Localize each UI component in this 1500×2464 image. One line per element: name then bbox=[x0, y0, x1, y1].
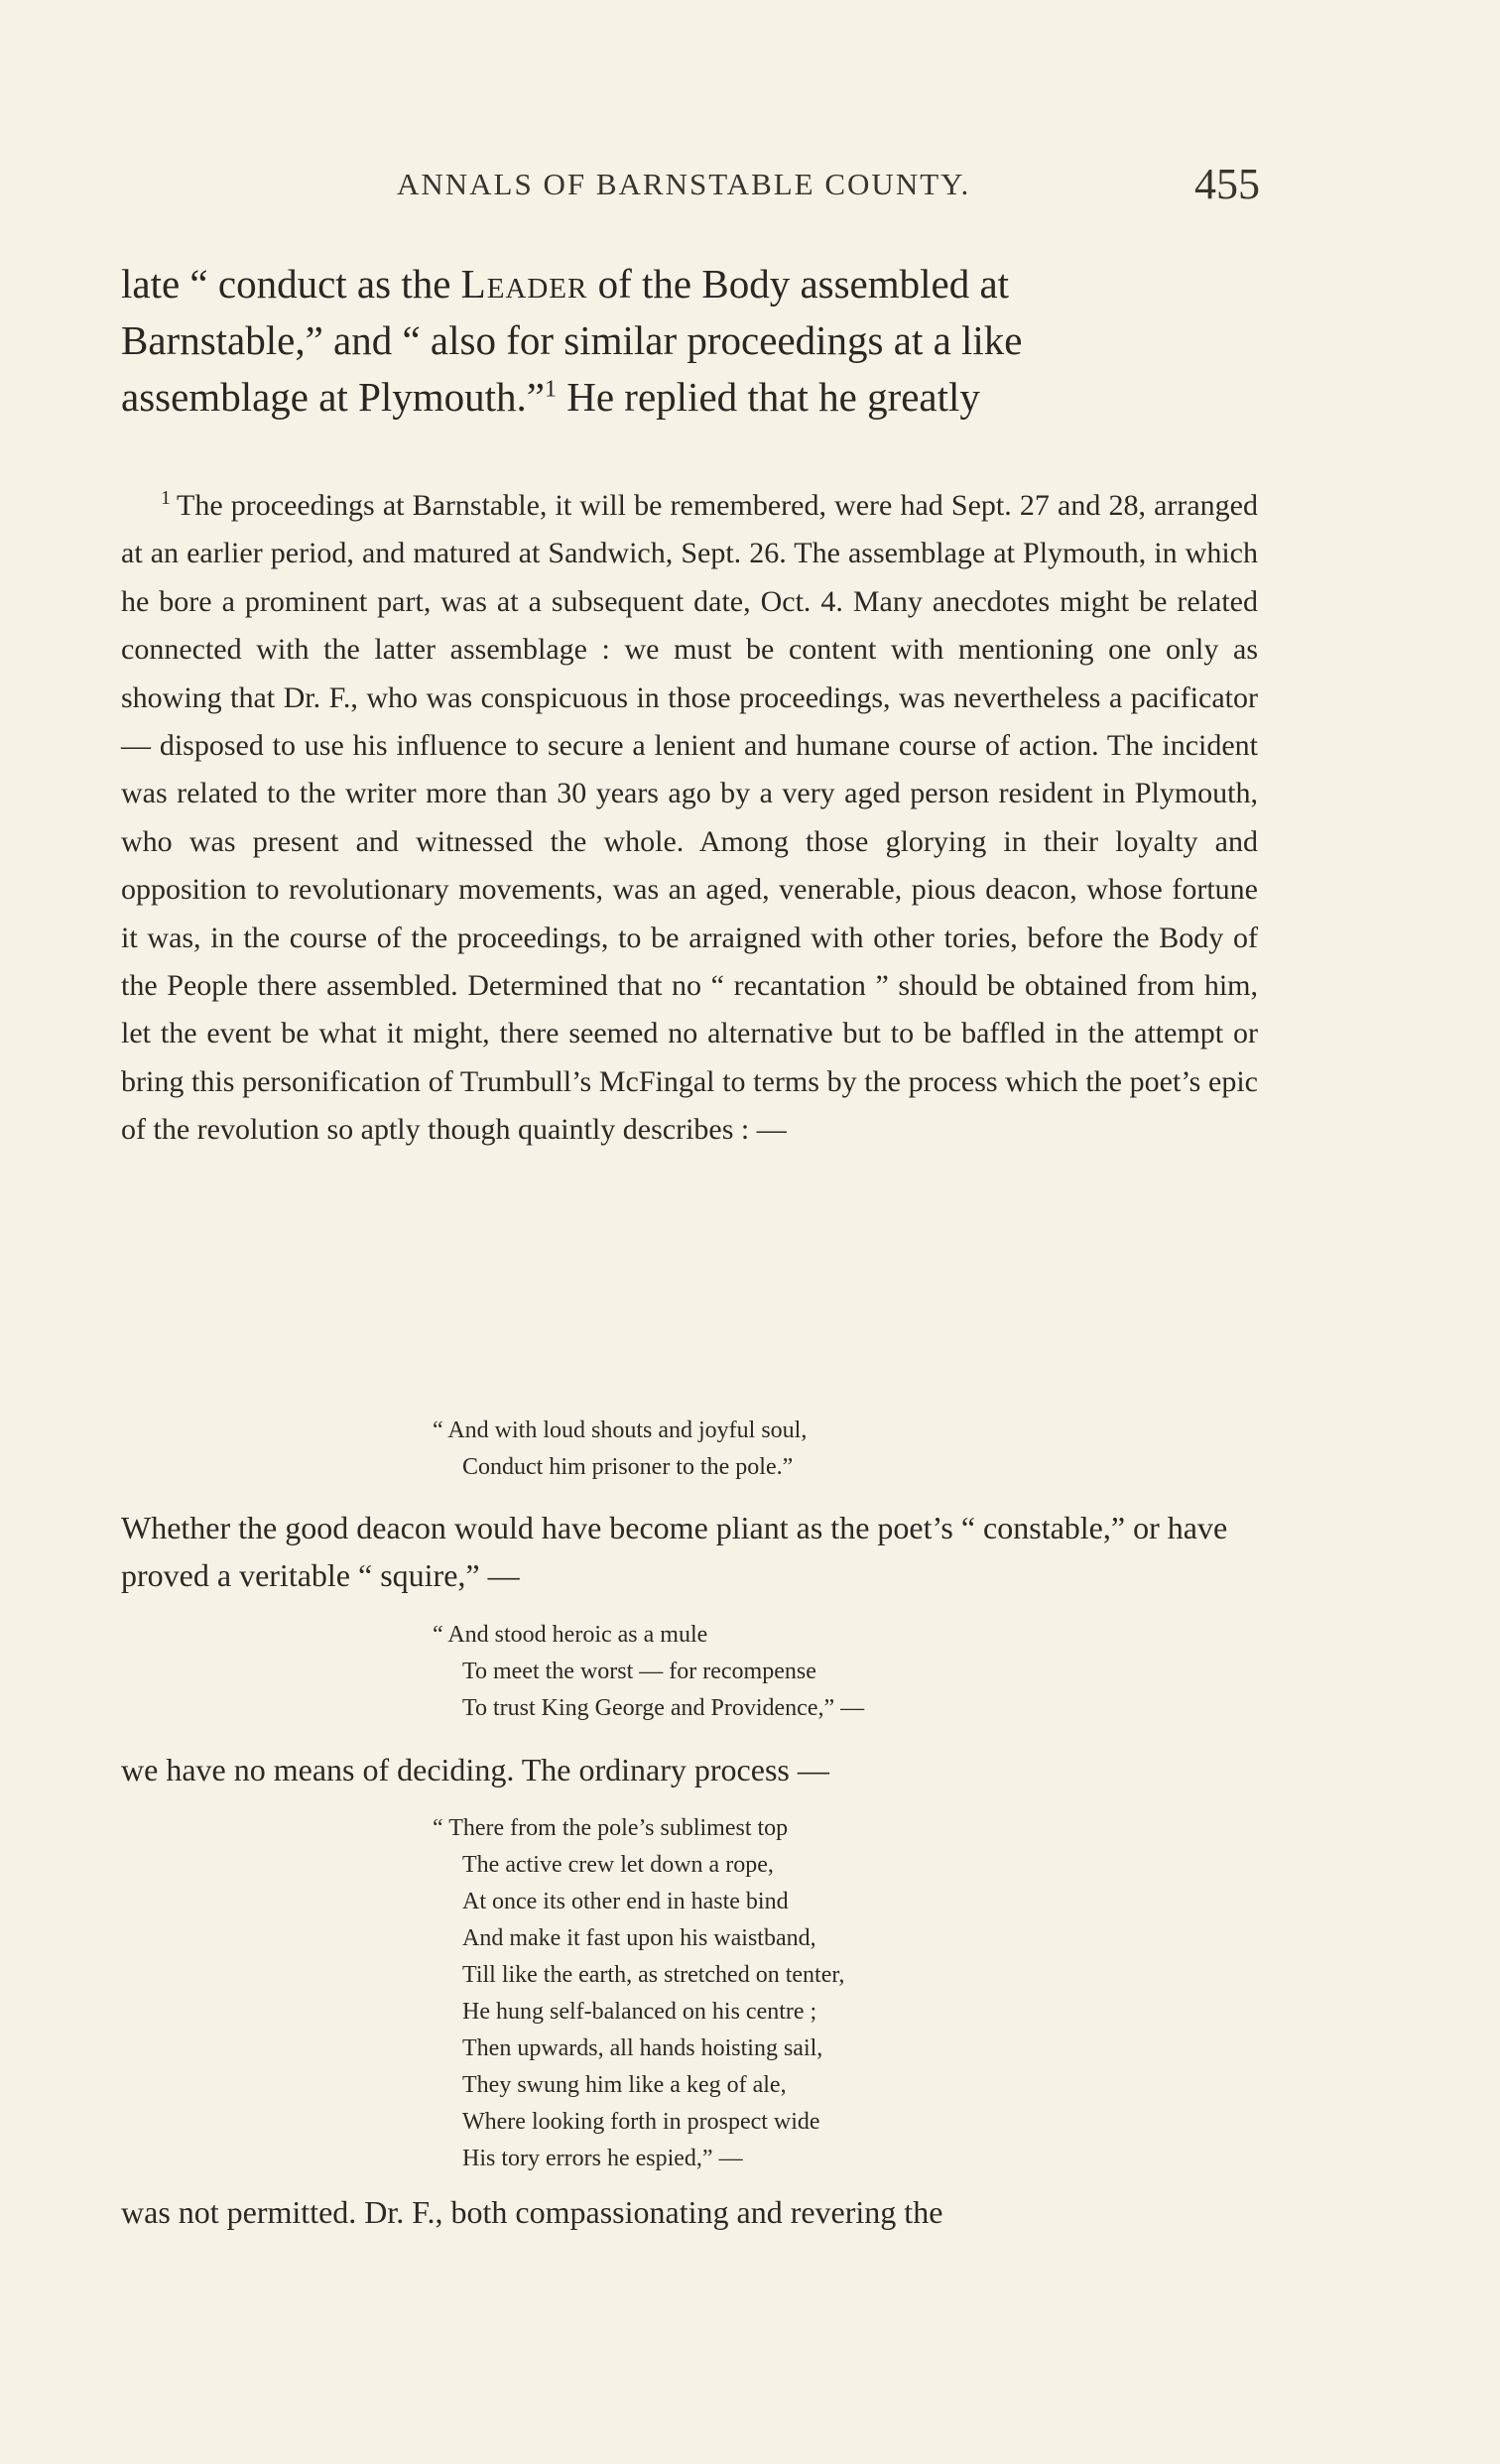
running-title: ANNALS OF BARNSTABLE COUNTY. bbox=[397, 167, 971, 201]
verse-line: Till like the earth, as stretched on tenter, bbox=[462, 1962, 845, 1988]
footnote-continuation-2: we have no means of deciding. The ordinary process — bbox=[121, 1752, 829, 1787]
body-line-3b: He replied that he greatly bbox=[557, 374, 980, 420]
page-number: 455 bbox=[1194, 160, 1260, 208]
verse-line: They swung him like a keg of ale, bbox=[462, 2072, 787, 2098]
footnote-mark: 1 bbox=[161, 487, 171, 509]
body-line-1b: of the Body assembled at bbox=[587, 261, 1010, 307]
verse-line: To trust King George and Providence,” — bbox=[462, 1695, 865, 1721]
leader-small-caps: Leader bbox=[460, 261, 588, 307]
footnote-text: The proceedings at Barnstable, it will be remembered, were had Sept. 27 and 28, arranged at an earlier period, and matured at Sandwich, Sept. 26. The assemblage at Plymouth, in which he bore a prominent part, was at a subsequent date, Oct. 4. Many anecdotes might be related connected with the latter assemblage : we must be content with mentioning one only as showing that Dr. F., who was conspicuous in those proceedings, was nevertheless a pacificator — disposed to use his influence to secure a lenient and humane course of action. The incident was related to the writer more than 30 years ago by a very aged person resident in Plymouth, who was present and witnessed the whole. Among those glorying in their loyalty and opposition to revolutionary movements, was an aged, venerable, pious deacon, whose fortune it was, in the course of the proceedings, to be arraigned with other tories, before the Body of the People there assembled. Determined that no “ recantation ” should be obtained from him, let the event be what it might, there seemed no alternative but to be baffled in the attempt or bring this personification of Trumbull’s McFingal to terms by the process which the poet’s epic of the revolution so aptly though quaintly describes : — bbox=[121, 489, 1258, 1147]
verse-line: “ And stood heroic as a mule bbox=[433, 1622, 708, 1648]
verse-quote-3 bbox=[433, 1810, 844, 2177]
verse-line: Where looking forth in prospect wide bbox=[462, 2109, 820, 2135]
verse-line: His tory errors he espied,” — bbox=[462, 2146, 743, 2171]
verse-line: The active crew let down a rope, bbox=[462, 1852, 774, 1878]
page-header bbox=[119, 159, 1260, 218]
verse-line: At once its other end in haste bind bbox=[462, 1889, 789, 1914]
verse-line: “ There from the pole’s sublimest top bbox=[433, 1815, 789, 1841]
verse-line: Then upwards, all hands hoisting sail, bbox=[462, 2035, 823, 2061]
verse-quote-2 bbox=[433, 1617, 864, 1727]
footnote bbox=[121, 482, 1258, 1155]
main-text-paragraph bbox=[121, 256, 1258, 426]
verse-line: And make it fast upon his waistband, bbox=[462, 1925, 816, 1951]
verse-quote-1 bbox=[433, 1413, 807, 1486]
body-line-1a: late “ conduct as the bbox=[121, 261, 461, 307]
body-line-3a: assemblage at Plymouth.” bbox=[121, 374, 545, 420]
verse-line: He hung self-balanced on his centre ; bbox=[462, 1999, 817, 2025]
verse-line: Conduct him prisoner to the pole.” bbox=[462, 1454, 794, 1480]
footnote-continuation-1: Whether the good deacon would have become pliant as the poet’s “ constable,” or have proved a veritable “ squire,” — bbox=[121, 1510, 1228, 1593]
verse-line: “ And with loud shouts and joyful soul, bbox=[433, 1417, 808, 1443]
footnote-reference: 1 bbox=[545, 376, 557, 403]
footnote-continuation-3: was not permitted. Dr. F., both compassionating and revering the bbox=[121, 2194, 943, 2230]
body-line-2: Barnstable,” and “ also for similar proceedings at a like bbox=[121, 317, 1023, 363]
verse-line: To meet the worst — for recompense bbox=[462, 1659, 816, 1684]
